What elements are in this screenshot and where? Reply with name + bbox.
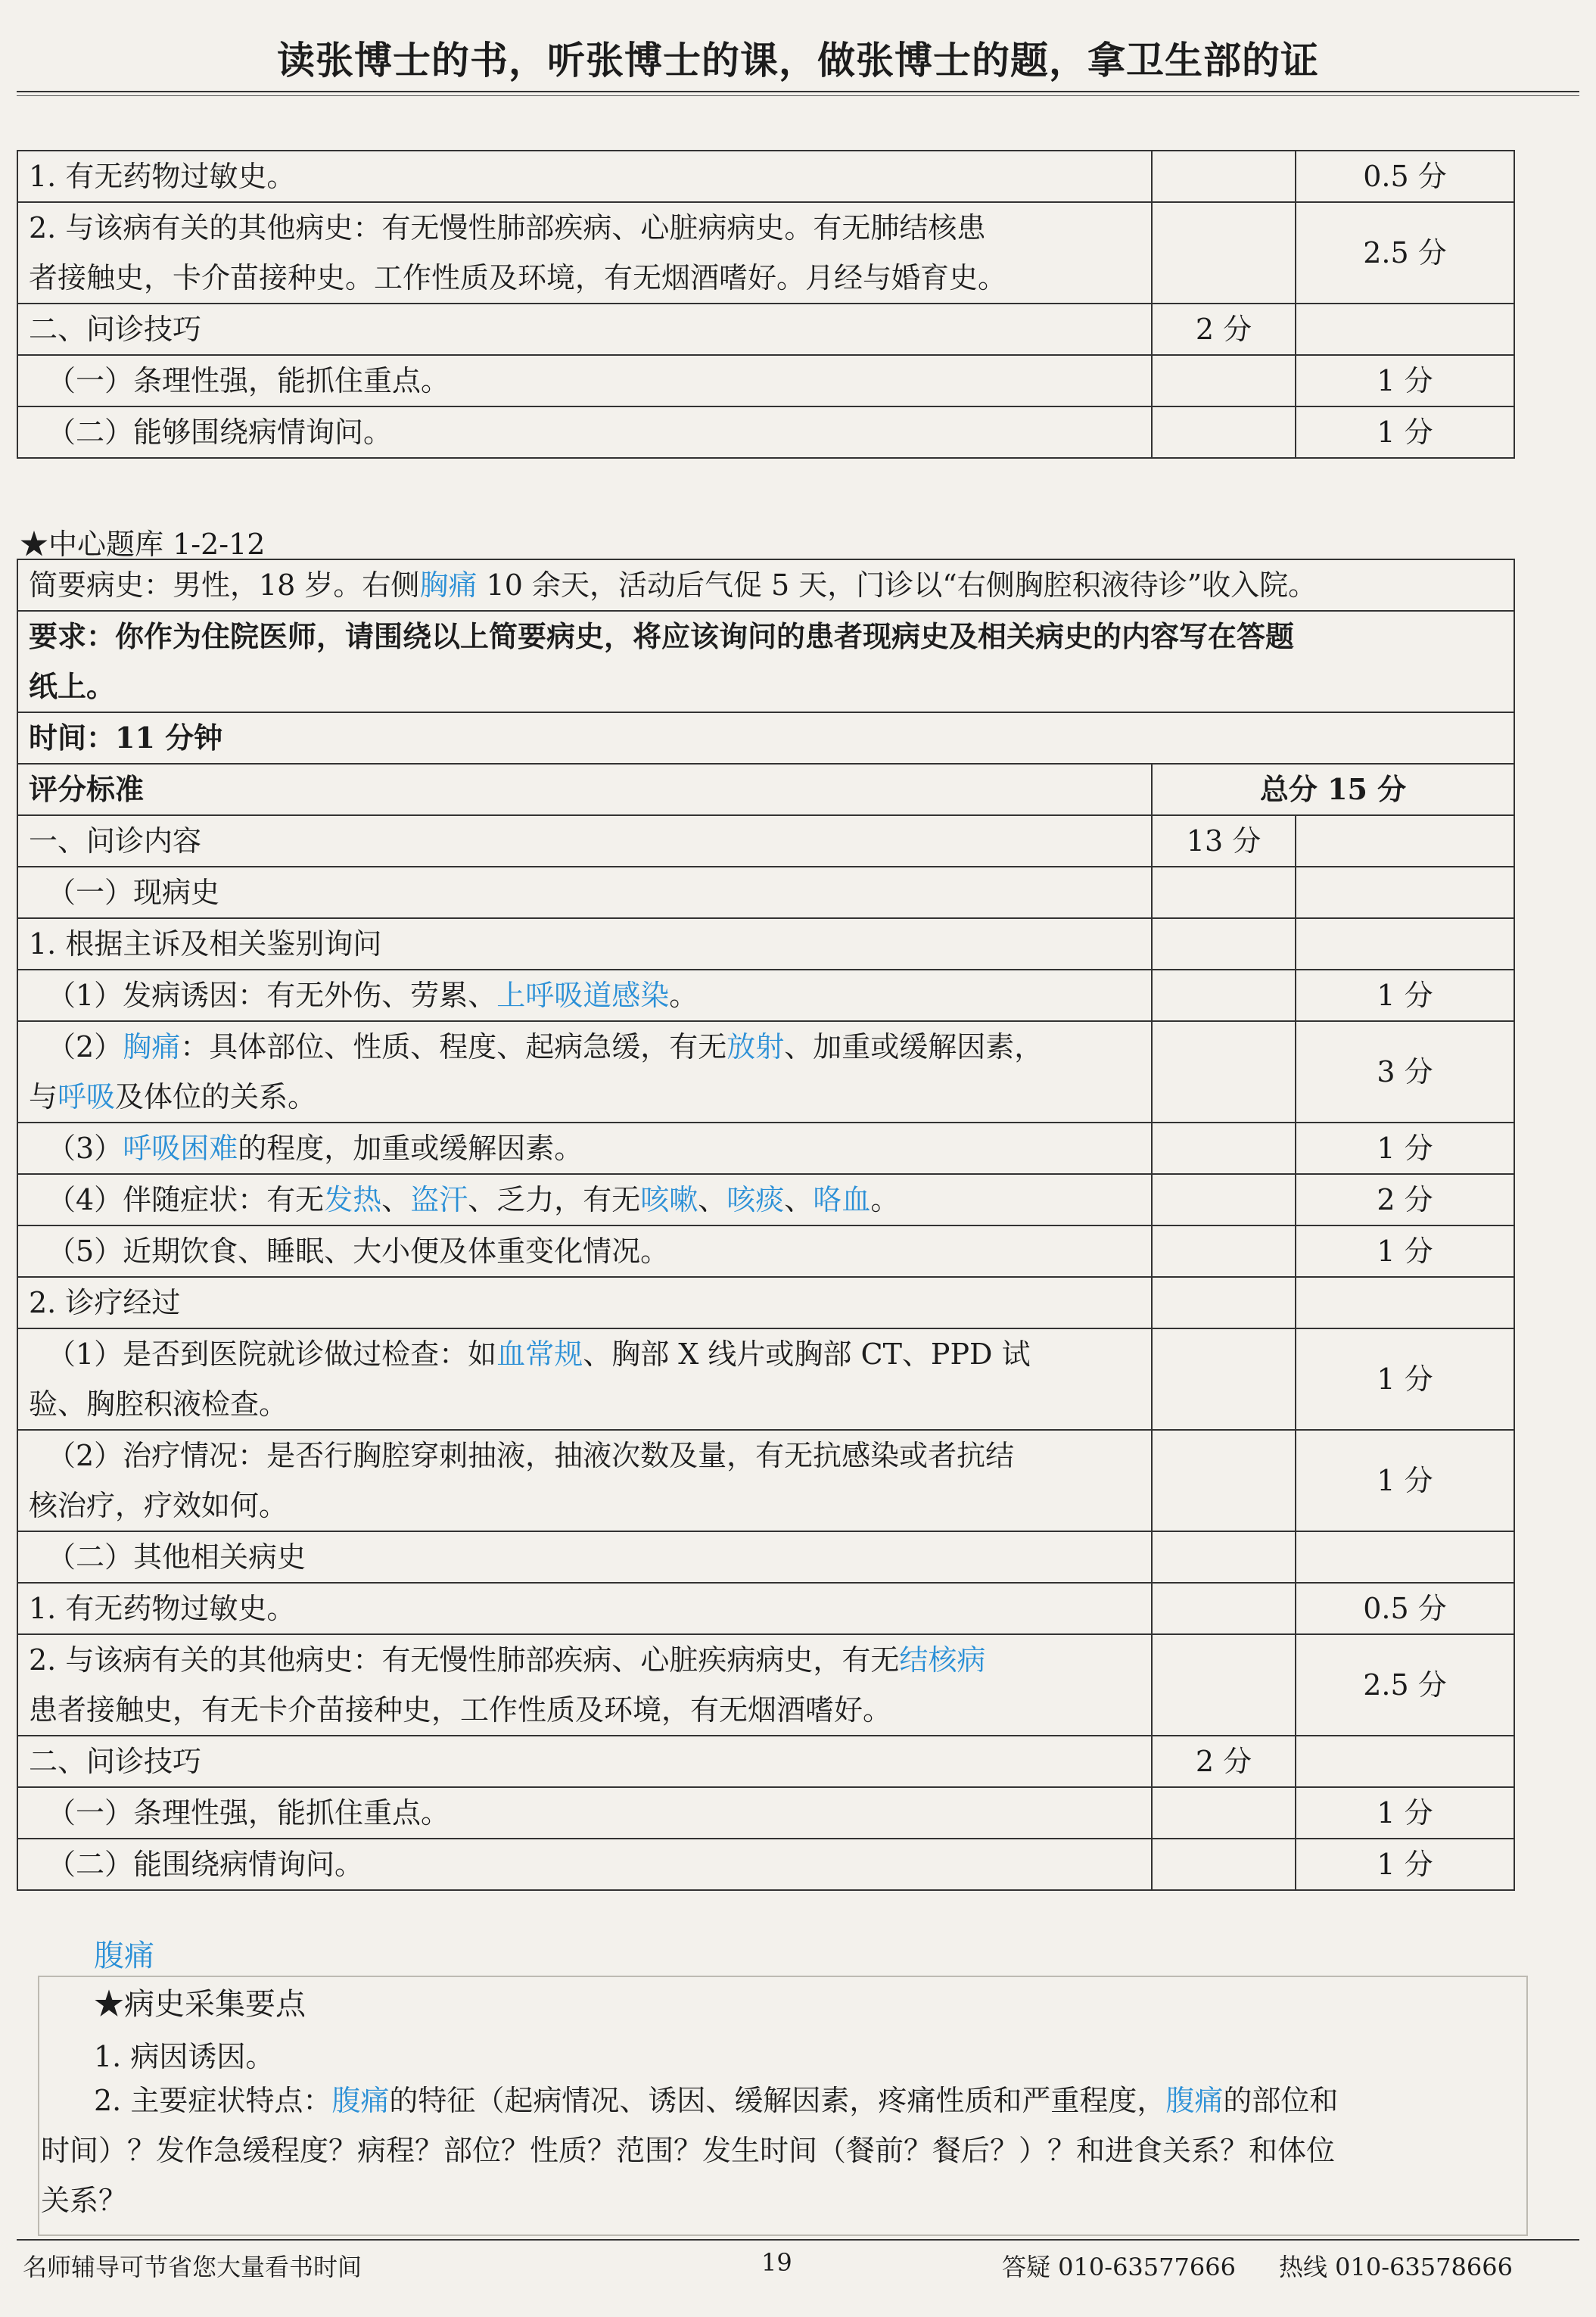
row-score: 1 分 — [1296, 1328, 1514, 1430]
footer-slogan: 名师辅导可节省您大量看书时间 — [23, 2253, 362, 2281]
row-text: 1. 有无药物过敏史。 — [17, 1583, 1152, 1634]
table-row — [17, 1328, 1514, 1430]
table-row — [17, 970, 1514, 1021]
criteria-label: 评分标准 — [17, 764, 1152, 815]
row-text: （一）现病史 — [17, 867, 1152, 918]
section-title: 腹痛 — [94, 1939, 154, 1973]
table-row — [17, 1225, 1514, 1277]
highlight-term: 腹痛 — [331, 2084, 390, 2117]
table-row — [17, 406, 1514, 458]
table-row — [17, 867, 1514, 918]
header-title: 读张博士的书，听张博士的课，做张博士的题，拿卫生部的证 — [277, 38, 1319, 83]
table-row — [17, 304, 1514, 355]
row-score: 2 分 — [1296, 1174, 1514, 1225]
table-row — [17, 202, 1514, 304]
row-text: （3）呼吸困难的程度，加重或缓解因素。 — [17, 1123, 1152, 1174]
row-text: 二、问诊技巧 — [17, 1736, 1152, 1787]
table-row — [17, 611, 1514, 712]
section-subtitle: ★病史采集要点 — [94, 1987, 306, 2022]
row-text: 1. 有无药物过敏史。 — [17, 151, 1152, 202]
table-row — [17, 151, 1514, 202]
table-row — [17, 1634, 1514, 1736]
table-row — [17, 1839, 1514, 1890]
page-number: 19 — [761, 2248, 792, 2277]
row-text: （二）能围绕病情询问。 — [17, 1839, 1152, 1890]
row-text-cont: 者接触史，卡介苗接种史。工作性质及环境，有无烟酒嗜好。月经与婚育史。 — [29, 261, 1007, 294]
table-row — [17, 1531, 1514, 1583]
row-score: 1 分 — [1296, 1839, 1514, 1890]
hotline-phone: 热线 010-63578666 — [1279, 2253, 1513, 2281]
row-score: 1 分 — [1296, 1430, 1514, 1531]
highlight-term: 咯血 — [813, 1183, 871, 1216]
row-score: 1 分 — [1296, 970, 1514, 1021]
table-row — [17, 1123, 1514, 1174]
question-table — [17, 559, 1515, 1891]
row-score: 3 分 — [1296, 1021, 1514, 1123]
row-text: 一、问诊内容 — [17, 815, 1152, 867]
row-text: （2）治疗情况：是否行胸腔穿刺抽液，抽液次数及量，有无抗感染或者抗结 核治疗，疗效如何。 — [17, 1430, 1152, 1531]
row-score: 2 分 — [1152, 1736, 1296, 1787]
time-limit: 时间：11 分钟 — [17, 712, 1514, 764]
point-2: 2. 主要症状特点：腹痛的特征（起病情况、诱因、缓解因素，疼痛性质和严重程度，腹痛的部位和 — [94, 2084, 1339, 2117]
header-rule-thin — [17, 95, 1579, 96]
point-2-end: 关系？ — [41, 2184, 128, 2217]
row-text: （2）胸痛：具体部位、性质、程度、起病急缓，有无放射、加重或缓解因素， 与呼吸及体位的关系。 — [17, 1021, 1152, 1123]
row-text: （一）条理性强，能抓住重点。 — [17, 1787, 1152, 1839]
highlight-term: 呼吸困难 — [123, 1132, 238, 1165]
table-row — [17, 712, 1514, 764]
table-row — [17, 764, 1514, 815]
highlight-term: 咳嗽 — [640, 1183, 698, 1216]
highlight-term: 血常规 — [496, 1338, 583, 1371]
table-row — [17, 1736, 1514, 1787]
row-score: 0.5 分 — [1296, 151, 1514, 202]
row-score: 1 分 — [1296, 1225, 1514, 1277]
total-score: 总分 15 分 — [1152, 764, 1514, 815]
row-score: 1 分 — [1296, 1787, 1514, 1839]
highlight-term: 呼吸 — [58, 1080, 116, 1113]
point-2-cont: 时间）？发作急缓程度？病程？部位？性质？范围？发生时间（餐前？餐后？）？和进食关系？和体位 — [41, 2134, 1336, 2167]
table-row — [17, 815, 1514, 867]
row-text: 2. 诊疗经过 — [17, 1277, 1152, 1328]
row-score: 1 分 — [1296, 406, 1514, 458]
row-text: （一）条理性强，能抓住重点。 — [17, 355, 1152, 406]
row-text: 1. 根据主诉及相关鉴别询问 — [17, 918, 1152, 970]
brief-history: 简要病史：男性，18 岁。右侧胸痛 10 余天，活动后气促 5 天，门诊以“右侧胸腔积液待诊”收入院。 — [17, 559, 1514, 611]
row-text: （1）是否到医院就诊做过检查：如血常规、胸部 X 线片或胸部 CT、PPD 试 验、胸腔积液检查。 — [17, 1328, 1152, 1430]
row-score: 13 分 — [1152, 815, 1296, 867]
row-score: 1 分 — [1296, 1123, 1514, 1174]
row-text: （二）其他相关病史 — [17, 1531, 1152, 1583]
row-text: 二、问诊技巧 — [17, 304, 1152, 355]
table-row — [17, 1277, 1514, 1328]
point-1: 1. 病因诱因。 — [94, 2040, 275, 2073]
table-row — [17, 1021, 1514, 1123]
highlight-term: 结核病 — [899, 1643, 986, 1677]
row-text: （4）伴随症状：有无发热、盗汗、乏力，有无咳嗽、咳痰、咯血。 — [17, 1174, 1152, 1225]
highlight-term: 放射 — [726, 1030, 785, 1064]
qa-phone: 答疑 010-63577666 — [1002, 2253, 1236, 2281]
table-row — [17, 559, 1514, 611]
row-text: （5）近期饮食、睡眠、大小便及体重变化情况。 — [17, 1225, 1152, 1277]
row-score: 2.5 分 — [1296, 1634, 1514, 1736]
highlight-term: 腹痛 — [1165, 2084, 1224, 2117]
table-row — [17, 918, 1514, 970]
highlight-term: 发热 — [324, 1183, 382, 1216]
row-score: 1 分 — [1296, 355, 1514, 406]
row-text: （二）能够围绕病情询问。 — [17, 406, 1152, 458]
table-row — [17, 1430, 1514, 1531]
score-table-continued — [17, 150, 1515, 459]
row-text: 2. 与该病有关的其他病史：有无慢性肺部疾病、心脏疾病病史，有无结核病 患者接触史，有无卡介苗接种史，工作性质及环境，有无烟酒嗜好。 — [17, 1634, 1152, 1736]
table-row — [17, 1583, 1514, 1634]
row-text: 2. 与该病有关的其他病史：有无慢性肺部疾病、心脏病病史。有无肺结核患 — [29, 211, 986, 244]
highlight-term: 咳痰 — [726, 1183, 785, 1216]
requirement: 要求：你作为住院医师，请围绕以上简要病史，将应该询问的患者现病史及相关病史的内容写在答题 纸上。 — [17, 611, 1514, 712]
table-row — [17, 1174, 1514, 1225]
highlight-term: 胸痛 — [123, 1030, 181, 1064]
row-score: 0.5 分 — [1296, 1583, 1514, 1634]
footer-rule — [17, 2239, 1579, 2241]
table-row — [17, 1787, 1514, 1839]
row-score: 2.5 分 — [1296, 202, 1514, 304]
highlight-term: 胸痛 — [419, 568, 478, 602]
question-label: ★中心题库 1-2-12 — [20, 528, 266, 561]
row-score: 2 分 — [1152, 304, 1296, 355]
table-row — [17, 355, 1514, 406]
header-rule — [17, 91, 1579, 92]
highlight-term: 上呼吸道感染 — [496, 979, 670, 1012]
highlight-term: 盗汗 — [410, 1183, 468, 1216]
row-text: （1）发病诱因：有无外伤、劳累、上呼吸道感染。 — [17, 970, 1152, 1021]
